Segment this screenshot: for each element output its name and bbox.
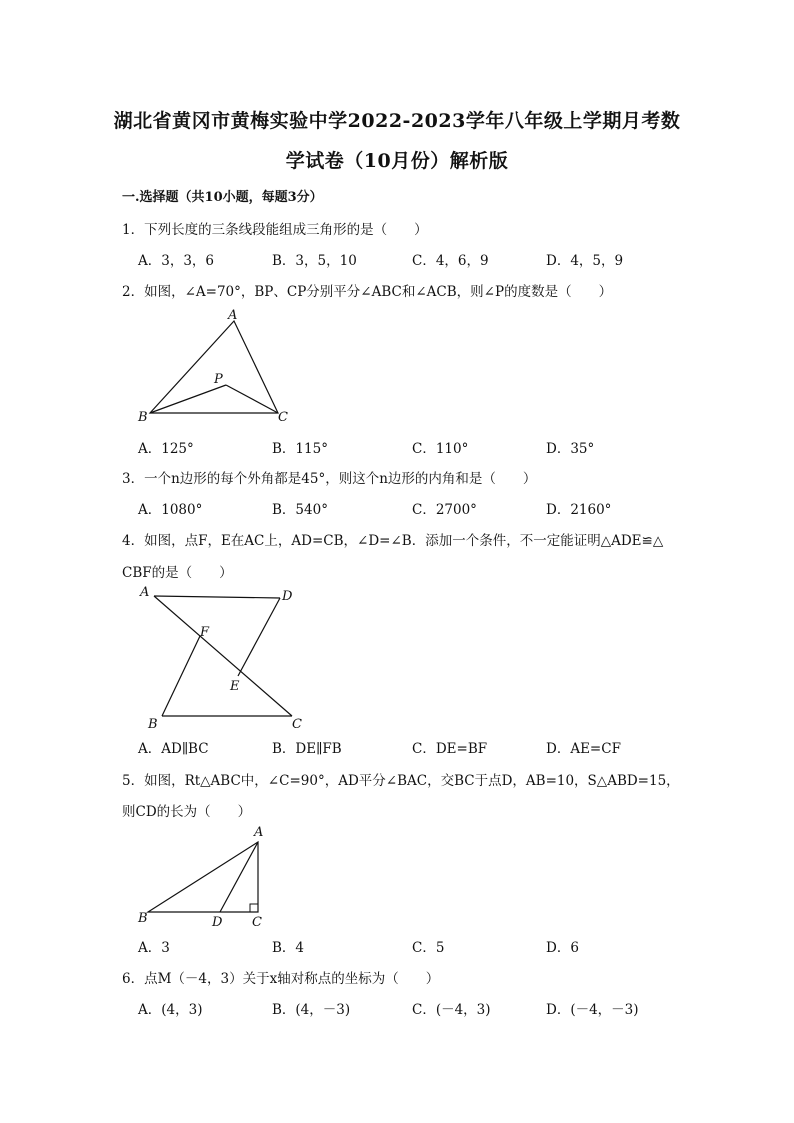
right-angle-mark bbox=[250, 904, 258, 912]
label-a: A bbox=[228, 308, 238, 323]
question-5-option-c: C．5 bbox=[412, 940, 445, 956]
question-1-option-c: C．4，6，9 bbox=[412, 253, 489, 269]
question-3-options bbox=[138, 498, 678, 516]
question-4-figure bbox=[132, 582, 312, 732]
question-6-stem: 6．点M（－4，3）关于x轴对称点的坐标为（ ） bbox=[122, 971, 440, 987]
segment-ad bbox=[220, 842, 258, 912]
question-3-stem: 3．一个n边形的每个外角都是45°，则这个n边形的内角和是（ ） bbox=[122, 471, 537, 487]
question-3-option-a: A．1080° bbox=[138, 502, 203, 518]
question-6-option-c: C．(－4，3) bbox=[412, 1002, 491, 1018]
label-d: D bbox=[212, 915, 223, 930]
label-c: C bbox=[278, 410, 288, 425]
label-b: B bbox=[138, 911, 148, 926]
label-d: D bbox=[282, 589, 293, 604]
label-b: B bbox=[148, 717, 158, 732]
right-triangle-abc bbox=[148, 842, 258, 912]
question-6-options bbox=[138, 998, 678, 1016]
segment-ad bbox=[154, 596, 280, 598]
question-1-option-a: A．3，3，6 bbox=[138, 253, 215, 269]
question-2-option-c: C．110° bbox=[412, 441, 469, 457]
question-4-option-a: A．AD∥BC bbox=[138, 741, 209, 757]
question-2-figure bbox=[130, 305, 300, 430]
question-3-option-c: C．2700° bbox=[412, 502, 477, 518]
label-a: A bbox=[254, 825, 264, 840]
question-3-option-d: D．2160° bbox=[546, 502, 612, 518]
question-1-option-b: B．3，5，10 bbox=[272, 253, 357, 269]
question-1-options bbox=[138, 249, 678, 267]
label-c: C bbox=[252, 915, 262, 930]
question-6-option-a: A．(4，3) bbox=[138, 1002, 203, 1018]
question-4-option-b: B．DE∥FB bbox=[272, 741, 342, 757]
question-5-figure bbox=[132, 824, 282, 930]
question-5-option-a: A．3 bbox=[138, 940, 170, 956]
question-2-option-a: A．125° bbox=[138, 441, 194, 457]
question-5-stem-line2: 则CD的长为（ ） bbox=[122, 804, 252, 820]
question-2-option-d: D．35° bbox=[546, 441, 595, 457]
question-4-stem-line2: CBF的是（ ） bbox=[122, 565, 233, 581]
question-2-option-b: B．115° bbox=[272, 441, 328, 457]
question-4-option-c: C．DE=BF bbox=[412, 741, 488, 757]
segment-de bbox=[238, 598, 280, 676]
label-b: B bbox=[138, 410, 148, 425]
segment-bp bbox=[150, 385, 226, 413]
label-p: P bbox=[214, 372, 223, 387]
question-2-options bbox=[138, 437, 678, 455]
question-5-stem-line1: 5．如图，Rt△ABC中，∠C=90°，AD平分∠BAC，交BC于点D，AB=10，S△ABD=15， bbox=[122, 773, 680, 789]
question-5-option-b: B．4 bbox=[272, 940, 305, 956]
segment-cp bbox=[226, 385, 278, 413]
label-a: A bbox=[140, 585, 150, 600]
question-2-stem: 2．如图，∠A=70°，BP、CP分别平分∠ABC和∠ACB，则∠P的度数是（ ） bbox=[122, 284, 613, 300]
label-e: E bbox=[230, 679, 240, 694]
question-4-stem-line1: 4．如图，点F，E在AC上，AD=CB，∠D=∠B．添加一个条件，不一定能证明△ADE≌△ bbox=[122, 533, 664, 549]
triangle-abc bbox=[150, 321, 278, 413]
segment-bf bbox=[162, 636, 200, 716]
label-f: F bbox=[200, 625, 210, 640]
exam-title-line1: 湖北省黄冈市黄梅实验中学2022-2023学年八年级上学期月考数 bbox=[113, 110, 681, 132]
section-heading: 一.选择题（共10小题，每题3分） bbox=[122, 190, 323, 205]
question-6-option-d: D．(－4，－3) bbox=[546, 1002, 639, 1018]
label-c: C bbox=[292, 717, 302, 732]
question-1-stem: 1．下列长度的三条线段能组成三角形的是（ ） bbox=[122, 222, 428, 238]
question-4-option-d: D．AE=CF bbox=[546, 741, 621, 757]
question-3-option-b: B．540° bbox=[272, 502, 328, 518]
question-1-option-d: D．4，5，9 bbox=[546, 253, 624, 269]
question-5-option-d: D．6 bbox=[546, 940, 579, 956]
question-6-option-b: B．(4，－3) bbox=[272, 1002, 351, 1018]
question-5-options bbox=[138, 936, 678, 954]
question-4-options bbox=[138, 737, 678, 755]
exam-title-line2: 学试卷（10月份）解析版 bbox=[285, 150, 509, 172]
